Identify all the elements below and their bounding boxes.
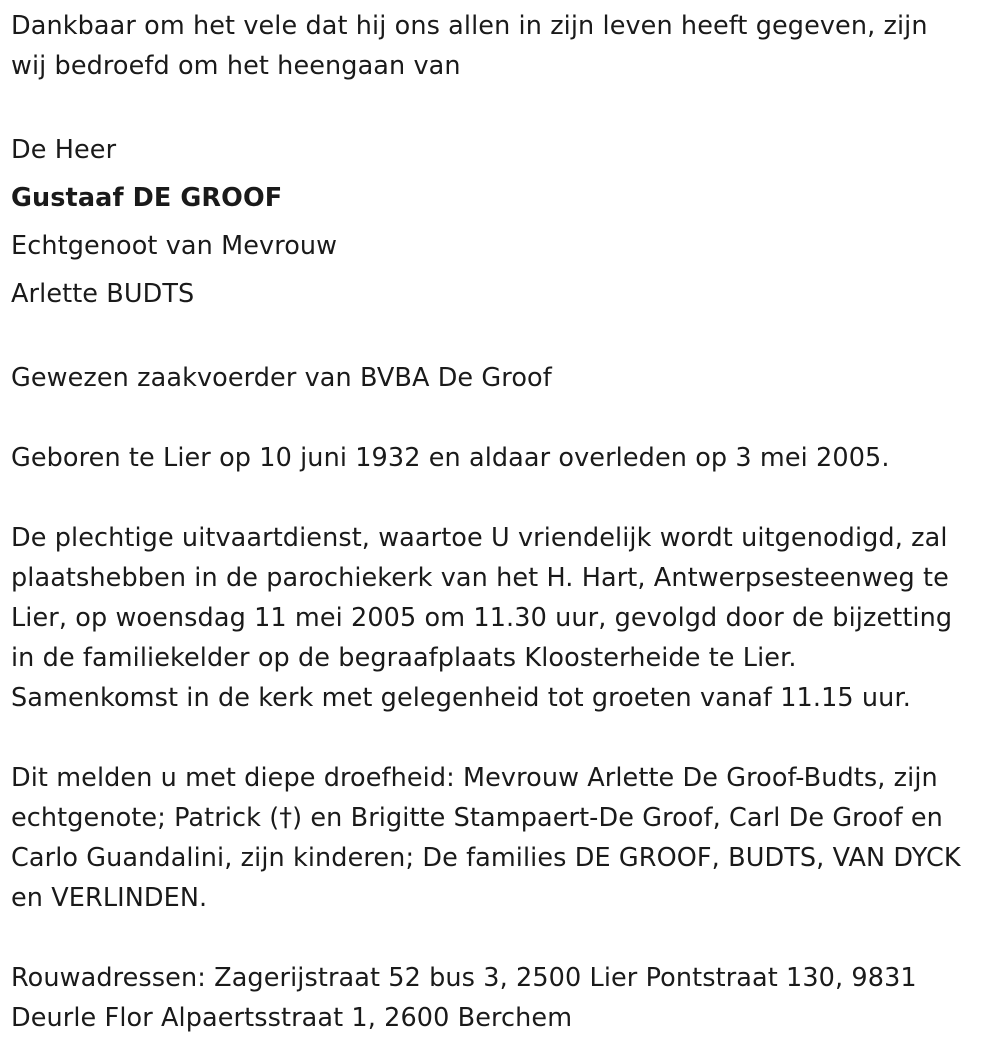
service-line: in de familiekelder op de begraafplaats Kloosterheide te Lier.	[11, 643, 797, 673]
intro-line: Dankbaar om het vele dat hij ons allen in zijn leven heeft gegeven, zijn	[11, 11, 928, 41]
address-line: Deurle Flor Alpaertsstraat 1, 2600 Berchem	[11, 1003, 573, 1033]
honorific-title: De Heer	[11, 135, 117, 165]
spouse-name: Arlette BUDTS	[11, 279, 195, 309]
birth-death-paragraph	[11, 438, 996, 478]
deceased-name: Gustaaf DE GROOF	[11, 183, 283, 213]
family-line: Dit melden u met diepe droefheid: Mevrouw Arlette De Groof-Budts, zijn	[11, 763, 938, 793]
paragraph-spacer	[11, 718, 996, 758]
paragraph-spacer	[11, 478, 996, 518]
family-line: echtgenote; Patrick (†) en Brigitte Stampaert-De Groof, Carl De Groof en	[11, 803, 943, 833]
obituary-document	[11, 6, 996, 1038]
service-line: De plechtige uitvaartdienst, waartoe U vriendelijk wordt uitgenodigd, zal	[11, 523, 948, 553]
addresses-paragraph	[11, 958, 996, 1038]
family-paragraph	[11, 758, 996, 918]
paragraph-spacer	[11, 918, 996, 958]
service-line: plaatshebben in de parochiekerk van het H. Hart, Antwerpsesteenweg te	[11, 563, 949, 593]
family-line: en VERLINDEN.	[11, 883, 208, 913]
paragraph-spacer	[11, 398, 996, 438]
deceased-block	[11, 126, 996, 318]
family-line: Carlo Guandalini, zijn kinderen; De families DE GROOF, BUDTS, VAN DYCK	[11, 843, 961, 873]
spouse-line: Echtgenoot van Mevrouw	[11, 231, 338, 261]
service-line: Samenkomst in de kerk met gelegenheid tot groeten vanaf 11.15 uur.	[11, 683, 911, 713]
occupation-line: Gewezen zaakvoerder van BVBA De Groof	[11, 363, 552, 393]
address-line: Rouwadressen: Zagerijstraat 52 bus 3, 2500 Lier Pontstraat 130, 9831	[11, 963, 917, 993]
birth-death-line: Geboren te Lier op 10 juni 1932 en aldaar overleden op 3 mei 2005.	[11, 443, 890, 473]
service-line: Lier, op woensdag 11 mei 2005 om 11.30 uur, gevolgd door de bijzetting	[11, 603, 953, 633]
intro-line: wij bedroefd om het heengaan van	[11, 51, 461, 81]
occupation-paragraph	[11, 358, 996, 398]
intro-paragraph	[11, 6, 996, 86]
paragraph-spacer	[11, 86, 996, 126]
paragraph-spacer	[11, 318, 996, 358]
service-paragraph	[11, 518, 996, 718]
